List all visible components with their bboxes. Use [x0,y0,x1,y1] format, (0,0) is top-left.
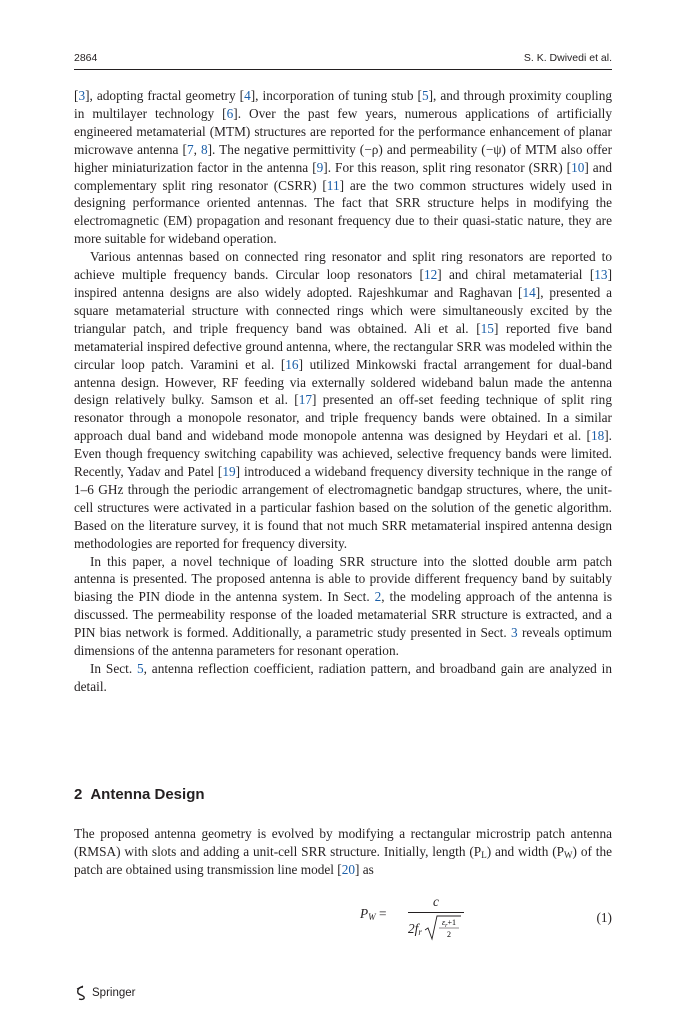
subscript: L [481,849,487,860]
fraction-bar [408,912,464,913]
citation-link[interactable]: 6 [226,105,234,121]
citation-link[interactable]: 11 [326,177,340,193]
citation-link[interactable]: 5 [421,88,429,103]
citation-link[interactable]: 12 [423,267,438,283]
citation-link[interactable]: 3 [78,88,86,103]
citation-link[interactable]: 2 [374,589,382,605]
text-run: ) of the patch are obtained using transmission line model [ [74,843,613,877]
text-run: ) and width (P [486,843,565,859]
running-header [74,50,612,70]
citation-link[interactable]: 17 [298,392,312,408]
header-rule [74,69,612,70]
paragraph: In Sect. 5, antenna reflection coefficient, radiation pattern, and broadband gain are analyzed in detail. [74,661,612,694]
citation-link[interactable]: 3 [511,625,518,641]
equation-number: (1) [596,910,612,925]
citation-link[interactable]: 10 [571,159,585,175]
publisher-name: Springer [92,987,136,999]
subscript: W [564,849,573,860]
springer-logo-icon [74,985,88,1001]
section-heading [74,786,205,803]
citation-link[interactable]: 15 [480,320,494,336]
section-body [74,825,612,879]
page-number: 2864 [74,52,98,64]
sqrt-sign [425,915,461,941]
citation-link[interactable]: 4 [244,88,251,103]
section-number: 2 [74,786,83,803]
root-numerator: $\varepsilon_r+1$ [442,918,457,929]
text-run: The proposed antenna geometry is evolved by modifying a rectangular microstrip patch antenna (RMSA) with slots and adding a unit-cell SRR structure. Initially, length (P [74,826,612,859]
equation-denominator: $2f_r$ $\varepsilon_r+1$ 2 [408,915,464,941]
section-title: Antenna Design [90,786,205,803]
citation-link[interactable]: 7 [186,141,194,157]
citation-link[interactable]: 14 [522,284,536,300]
equation-numerator: c [433,894,439,909]
citation-link[interactable]: 20 [341,861,356,877]
citation-link[interactable]: 8 [200,141,208,157]
citation-link[interactable]: 9 [316,159,324,175]
running-authors: S. K. Dwivedi et al. [523,52,612,64]
publisher-footer [74,985,135,1001]
text-run: ] as [355,861,374,877]
citation-link[interactable]: 5 [136,661,144,676]
equation-1 [74,892,612,942]
equation-lhs: $P_W$ = [360,906,387,922]
citation-link[interactable]: 18 [590,428,605,444]
root-denominator: 2 [447,930,452,939]
body-text [74,87,612,696]
paragraph: Various antennas based on connected ring resonator and split ring resonators are reported to achieve multiple frequency bands. Circular loop resonators [12] and chiral metamaterial [13] inspired antenna designs are also widely adopted. Rajeshkumar and Raghavan [14], presented a square metamaterial structure with connected rings which were simultaneously excited by the triangular patch, and triple frequency band was obtained. Ali et al. [15] reported five band metamaterial inspired defective ground antenna, where, the rectangular SRR was modeled within the circular loop patch. Varamini et al. [16] utilized Minkowski fractal arrangement for dual-band antenna design. However, RF feeding via externally soldered wideband balun made the antenna design relatively bulky. Samson et al. [17] presented an off-set feeding technique of split ring resonator through a monopole resonator, and triple frequency bands were obtained. In a similar approach dual band and wideband mode monopole antenna was designed by Heydari et al. [18]. Even though frequency switching capability was achieved, selective frequency bands were limited. Recently, Yadav and Patel [19] introduced a wideband frequency diversity technique in the range of 1–6 GHz through the periodic arrangement of electromagnetic bandgap structures, where, the unit-cell structures were activated in a particular fashion based on the solution of the genetic algorithm. Based on the literature survey, it is found that not much SRR metamaterial inspired antenna design methodologies are reported for frequency diversity. [74,249,613,551]
citation-link[interactable]: 16 [285,356,299,372]
citation-link[interactable]: 19 [222,464,236,480]
citation-link[interactable]: 13 [594,267,608,283]
paragraph: [3], adopting fractal geometry [4], incorporation of tuning stub [5], and through proximity coupling in multilayer technology [6]. Over the past few years, numerous applications of artificially engineered metamaterial (MTM) structures are reported for the performance enhancement of planar microwave antenna [7, 8]. The negative permittivity (−ρ) and permeability (−ψ) of MTM also offer higher miniaturization factor in the antenna [9]. For this reason, split ring resonator (SRR) [10] and complementary split ring resonator (CSRR) [11] are the two common structures widely used in designing performance oriented antennas. The fact that SRR structure helps in modifying the electromagnetic (EM) propagation and resonant frequency due to their quasi-static nature, they are more suitable for wideband operation. [74,88,613,247]
paragraph: In this paper, a novel technique of loading SRR structure into the slotted double arm patch antenna is presented. The proposed antenna is able to provide different frequency band by suitably biasing the PIN diode in the antenna system. In Sect. 2, the modeling approach of the antenna is discussed. The permeability response of the loaded metamaterial SRR structure is extracted, and a PIN bias network is formed. Additionally, a parametric study presented in Sect. 3 reveals optimum dimensions of the antenna parameters for resonant operation. [74,553,612,659]
section-paragraph [74,825,612,879]
